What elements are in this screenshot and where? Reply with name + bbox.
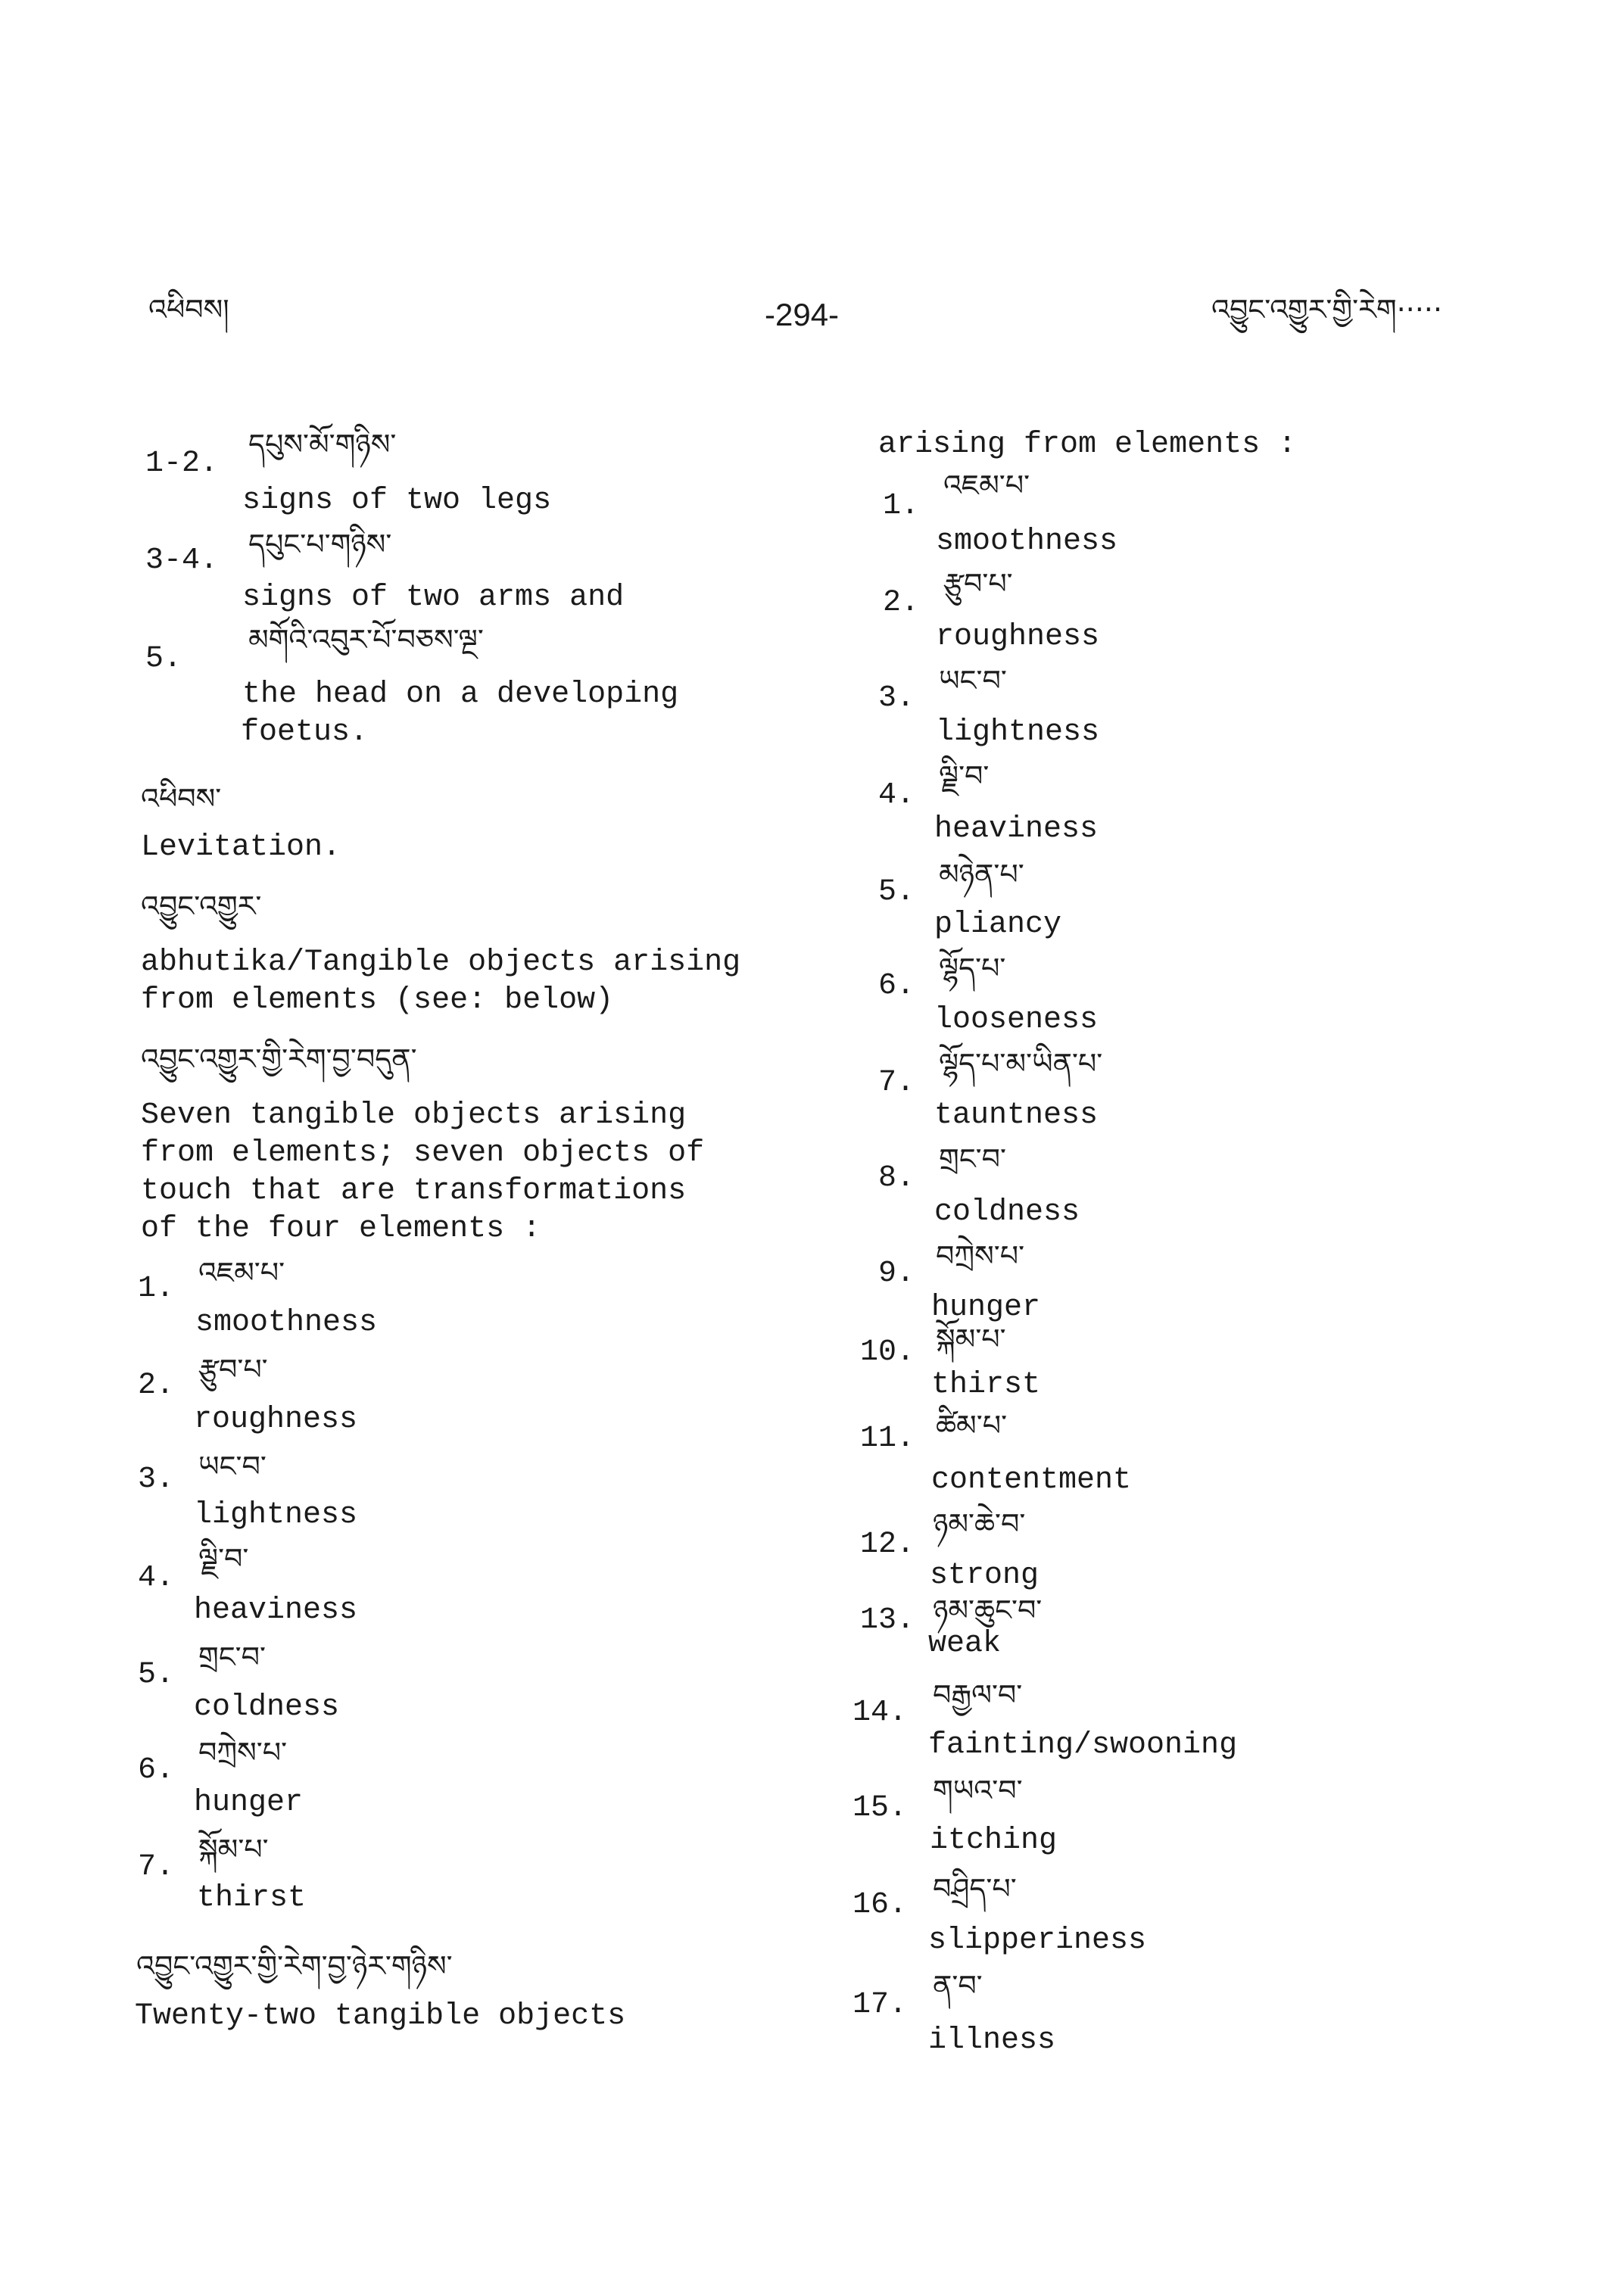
list-number: 5. — [878, 875, 915, 909]
list-number: 13. — [860, 1603, 915, 1637]
entry-number: 5. — [145, 642, 182, 676]
entry-tibetan: དཔུང་པ་གཉིས་ — [248, 528, 392, 561]
list-tibetan: སྐོམ་པ་ — [936, 1323, 1006, 1356]
list-number: 12. — [860, 1528, 915, 1562]
list-english: lightness — [194, 1498, 358, 1532]
entry-english: signs of two arms and — [242, 581, 625, 615]
list-tibetan: ན་བ་ — [933, 1969, 983, 2002]
headword-tibetan: འབྱུང་འགྱུར་ — [141, 889, 262, 923]
headword-tibetan: འབྱུང་འགྱུར་གྱི་རེག་བྱ་བདུན་ — [141, 1042, 417, 1076]
headword-english: Seven tangible objects arising — [141, 1098, 687, 1132]
headword-english: abhutika/Tangible objects arising — [141, 946, 741, 980]
entry-number: 1-2. — [145, 447, 219, 481]
list-tibetan: ཡང་བ་ — [939, 664, 1007, 697]
list-tibetan: གྲང་བ་ — [939, 1142, 1006, 1176]
header-left-tibetan: འཕིབས། — [148, 293, 229, 326]
headword-tibetan: འབྱུང་འགྱུར་གྱི་རེག་བྱ་ཉེར་གཉིས་ — [136, 1949, 453, 1983]
list-tibetan: བཀྲེས་པ་ — [198, 1736, 288, 1769]
list-number: 14. — [853, 1696, 908, 1730]
page-number: -294- — [765, 297, 840, 332]
list-english: roughness — [936, 620, 1100, 654]
list-number: 5. — [138, 1658, 175, 1692]
list-tibetan: བཤྲིད་པ་ — [933, 1872, 1017, 1905]
list-number: 6. — [878, 969, 915, 1003]
list-tibetan: གྲང་བ་ — [198, 1640, 266, 1674]
list-english: lightness — [936, 715, 1100, 749]
entry-english: the head on a developing — [242, 678, 679, 712]
list-number: 2. — [883, 586, 920, 620]
entry-tibetan: དཔུས་མོ་གཉིས་ — [248, 428, 397, 461]
headword-english: of the four elements : — [141, 1212, 541, 1246]
list-tibetan: མཉེན་པ་ — [939, 858, 1024, 891]
list-number: 6. — [138, 1753, 175, 1787]
list-number: 11. — [860, 1422, 915, 1456]
list-english: hunger — [931, 1291, 1041, 1325]
list-number: 15. — [853, 1791, 908, 1825]
list-english: slipperiness — [928, 1924, 1147, 1958]
entry-english: foetus. — [241, 715, 369, 749]
headword-english: Levitation. — [141, 830, 341, 865]
list-tibetan: བཀྲེས་པ་ — [936, 1239, 1025, 1273]
list-number: 3. — [138, 1463, 175, 1497]
list-english: hunger — [194, 1786, 304, 1820]
list-number: 1. — [138, 1272, 175, 1306]
list-number: 4. — [878, 778, 915, 812]
list-tibetan: གཡའ་བ་ — [933, 1774, 1023, 1807]
list-english: fainting/swooning — [928, 1728, 1238, 1762]
list-number: 4. — [138, 1561, 175, 1595]
list-tibetan: བརྒྱལ་བ་ — [933, 1678, 1023, 1712]
headword-english: from elements; seven objects of — [141, 1136, 705, 1170]
list-tibetan: ཉམ་ཆེ་བ་ — [933, 1507, 1026, 1541]
list-number: 7. — [878, 1066, 915, 1100]
headword-english: Twenty-two tangible objects — [135, 1999, 626, 2033]
headword-english: touch that are transformations — [141, 1174, 687, 1208]
list-english: thirst — [931, 1368, 1041, 1402]
list-english: heaviness — [194, 1594, 358, 1628]
list-english: smoothness — [936, 525, 1118, 559]
entry-number: 3-4. — [145, 544, 219, 578]
list-tibetan: འཇམ་པ་ — [198, 1256, 285, 1289]
list-number: 2. — [138, 1369, 175, 1403]
header-right-tibetan: འབྱུང་འགྱུར་གྱི་རེག····· — [1211, 293, 1442, 326]
list-tibetan: རྩུབ་པ་ — [943, 567, 1013, 600]
headword-english: from elements (see: below) — [141, 983, 614, 1017]
list-number: 17. — [853, 1988, 908, 2022]
list-tibetan: ལྗི་བ་ — [939, 759, 990, 793]
list-english: smoothness — [195, 1306, 378, 1340]
list-number: 16. — [853, 1888, 908, 1922]
list-number: 7. — [138, 1850, 175, 1884]
list-english: coldness — [934, 1195, 1080, 1229]
list-english: contentment — [931, 1463, 1132, 1497]
list-english: weak — [928, 1627, 1002, 1661]
list-english: illness — [928, 2024, 1056, 2058]
list-number: 3. — [878, 681, 915, 715]
list-tibetan: ལྷོད་པ་ — [939, 952, 1006, 985]
list-english: itching — [930, 1824, 1058, 1858]
list-english: heaviness — [934, 812, 1099, 846]
list-number: 1. — [883, 489, 920, 523]
list-english: tauntness — [934, 1098, 1099, 1132]
list-number: 9. — [878, 1257, 915, 1291]
list-tibetan: ལྷོད་པ་མ་ཡིན་པ་ — [939, 1047, 1103, 1080]
list-english: looseness — [934, 1003, 1099, 1037]
entry-english: signs of two legs — [242, 484, 552, 518]
list-english: pliancy — [934, 908, 1062, 942]
list-english: coldness — [194, 1690, 340, 1724]
list-english: roughness — [194, 1403, 358, 1437]
list-number: 8. — [878, 1161, 915, 1195]
list-number: 10. — [860, 1335, 915, 1369]
list-tibetan: ཉམ་ཆུང་བ་ — [933, 1594, 1043, 1627]
list-english: thirst — [197, 1881, 307, 1915]
right-intro: arising from elements : — [878, 428, 1297, 462]
entry-tibetan: མགོའི་འབུར་པོ་བཅས་ལྔ་ — [248, 623, 484, 656]
list-tibetan: ལྗི་བ་ — [198, 1542, 249, 1575]
list-tibetan: རྩུབ་པ་ — [198, 1353, 268, 1386]
list-tibetan: སྐོམ་པ་ — [198, 1833, 269, 1866]
headword-tibetan: འཕིབས་ — [141, 782, 222, 815]
list-tibetan: ཚིམ་པ་ — [936, 1409, 1008, 1442]
list-tibetan: ཡང་བ་ — [198, 1450, 267, 1483]
list-tibetan: འཇམ་པ་ — [943, 469, 1030, 502]
list-english: strong — [930, 1559, 1040, 1593]
